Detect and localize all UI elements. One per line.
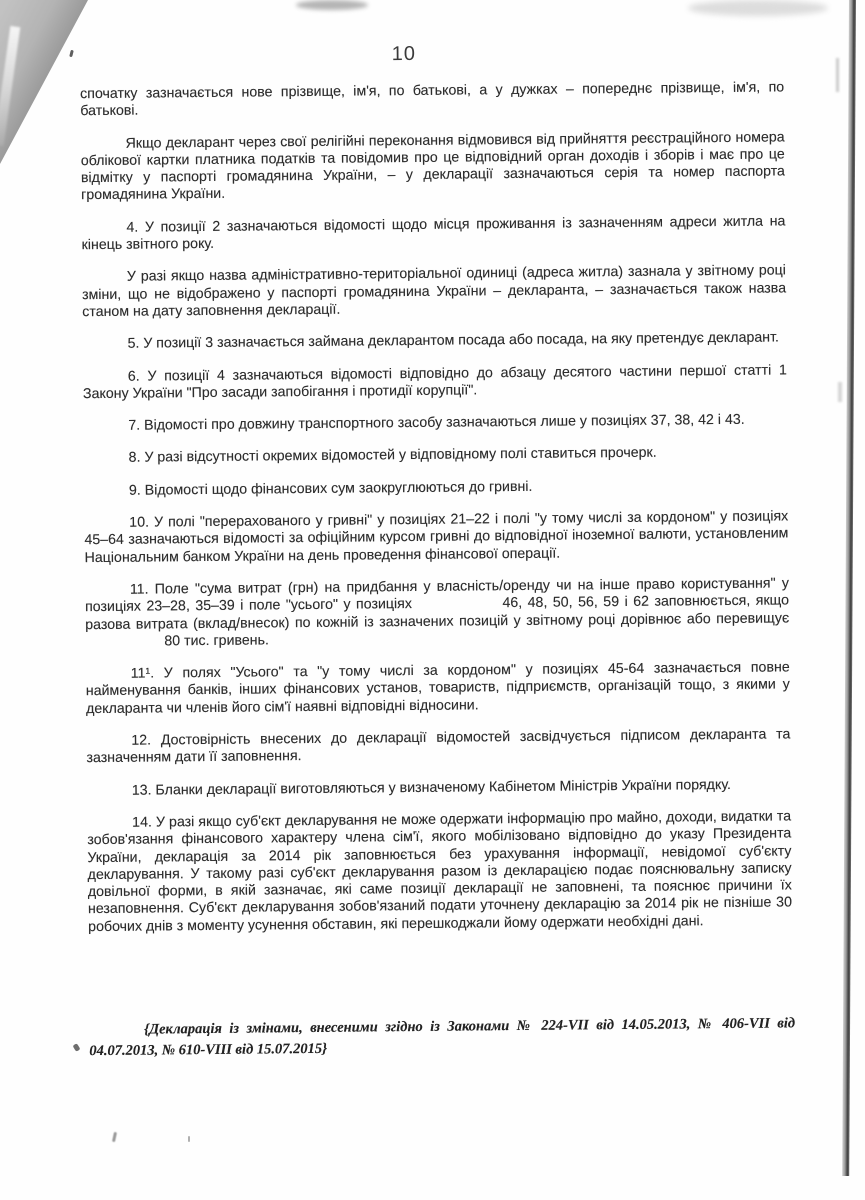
paragraph: 12. Достовірність внесених до декларації відомостей засвідчується підписом декларанта та зазначенням дати її заповнення. xyxy=(86,726,791,767)
paragraph: 5. У позиції 3 зазначається займана декларантом посада або посада, на яку претендує декларант. xyxy=(127,329,779,352)
document-body xyxy=(80,79,792,951)
paragraph: спочатку зазначається нове прізвище, ім'я, по батькові, а у дужках – попереднє прізвище, ім'я, по батькові. xyxy=(80,79,785,120)
paragraph: 6. У позиції 4 зазначаються відомості відповідно до абзацу десятого частини першої статті 1 Закону України "Про засади запобігання і протидії корупції". xyxy=(82,361,787,403)
paragraph: Якщо декларант через свої релігійні переконання відмовився від прийняття реєстраційного номера облікової картки платника податків та повідомив про це відповідний орган доходів і зборів і має про це відмітку у паспорті громадянина України, – у декларації зазначаються серія та номер паспорта громадянина України. xyxy=(80,129,785,204)
blank-gap xyxy=(85,644,160,646)
paragraph: 4. У позиції 2 зазначаються відомості щодо місця проживання із зазначенням адреси житла на кінець звітного року. xyxy=(81,213,786,254)
paragraph: 13. Бланки декларації виготовляються у визначеному Кабінетом Міністрів України порядку. xyxy=(131,776,731,799)
page-number: 10 xyxy=(391,42,417,66)
paragraph: У разі якщо назва адміністративно-територіальної одиниці (адреса житла) зазнала у звітному році зміни, що не відображено у паспорті громадянина України – декларанта, – зазначається також назва станом на дату заповнення декларації. xyxy=(81,262,787,321)
blank-gap xyxy=(412,606,497,608)
paragraph: 14. У разі якщо суб'єкт декларування не може одержати інформацію про майно, доходи, видатки та зобов'язання фінансового характеру члена сім'ї, якого мобілізовано відповідно до указу Президента України, декларація за 2014 рік заповнюється без урахування інформації, невідомої суб'єкту декларування. У такому разі суб'єкт декларування разом із декларацією подає пояснювальну записку довільної форми, в якій зазначає, які саме позиції декларації не заповнені, та пояснює причини їх незаповнення. Суб'єкт декларування зобов'язаний подати уточнену декларацію за 2014 рік не пізніше 30 робочих днів з моменту усунення обставин, які перешкоджали йому одержати необхідні дані. xyxy=(87,808,793,935)
amendment-note: {Декларація із змінами, внесеними згідно із Законами № 224-VII від 14.05.2013, № 406-VII від 04.07.2013, № 610-VIII від 15.07.2015} xyxy=(89,1015,796,1060)
paragraph: 7. Відомості про довжину транспортного засобу зазначаються лише у позиціях 37, 38, 42 і 43. xyxy=(128,411,745,434)
paragraph: 11¹. У полях "Усього" та "у тому числі за кордоном" у позиціях 45-64 зазначається повне найменування банків, інших фінансових установ, товариств, підприємств, організацій тощо, з якими у декларанта чи членів його сім'ї наявні відповідні відносини. xyxy=(85,659,790,717)
paragraph: 10. У полі "перерахованого у гривні" у позиціях 21–22 і полі "у тому числі за кордоном" у позиціях 45–64 зазначаються відомості за офіційним курсом гривні до відповідної іноземної валюти, установленим Національним банком України на день проведення фінансової операції. xyxy=(84,508,789,566)
paragraph: 11. Поле "сума витрат (грн) на придбання у власність/оренду чи на інше право користування" у позиціях 23–28, 35–39 і поле "усього" у позиціях 46, 48, 50, 56, 59 і 62 заповнюється, якщо разова витрата (вклад/внесок) по кожній із зазначених позицій у звітному році дорівнює або перевищує 80 тис. гривень. xyxy=(84,575,790,650)
paragraph: 9. Відомості щодо фінансових сум заокруглюються до гривні. xyxy=(128,478,533,499)
paragraph: 8. У разі відсутності окремих відомостей у відповідному полі ставиться прочерк. xyxy=(128,445,657,467)
